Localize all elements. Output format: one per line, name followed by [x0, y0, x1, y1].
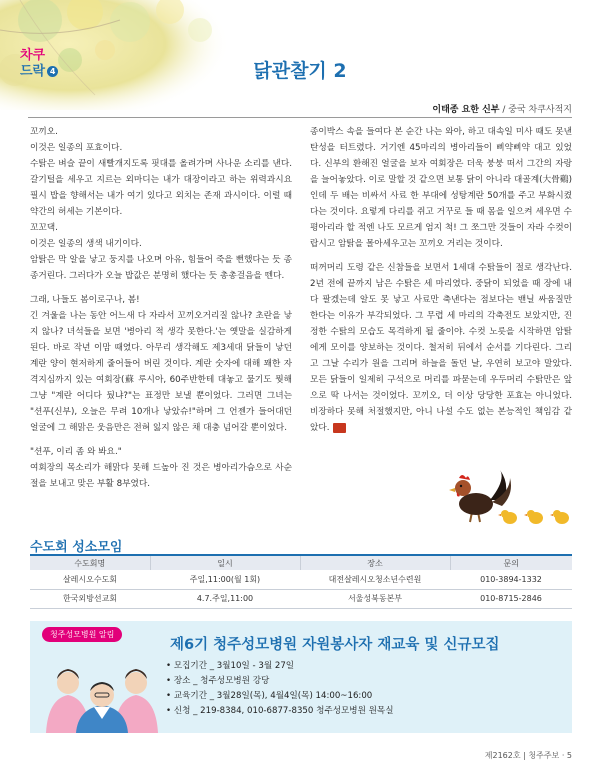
mass-schedule-table — [30, 556, 572, 609]
author-note: / 중국 차쿠사적지 — [499, 105, 572, 115]
article-paragraph: 이것은 일종의 포효이다. — [30, 143, 123, 153]
page-title: 닭관찰기 2 — [253, 60, 347, 82]
article-paragraph: 긴 겨울을 나는 동안 어느새 다 자라서 꼬끼오거리질 않나? 초란을 낳지 않나? 녀석들을 보면 '병아리 적 생각 못한다.'는 옛말을 실감하게 된다. 바로 작년 이맘 때였다. 아무리 생각해도 제3세대 닭들이 낳던 계란 양이 현저하게 줄어들어 버린 것이다. 계란 숫자에 대해 꽤한 자격지심까지 있는 여회장(蘇 루시아, 60주반한테 대놓고 물기도 뭣해 그냥 "계란 어디다 뒀냐?"는 표정만 보낼 뿐이었다. 그러면 그녀는 "션푸(신부), 오늘은 무려 10개나 낳았슈!"하며 그 언젠가 들어대던 얼굴에 그 해맑은 웃음만은 전혀 잃지 않은 채 대충 넘어갈 뿐이었다. — [30, 311, 292, 433]
column-header: 장소 — [300, 556, 450, 570]
corner-number-badge: 4 — [47, 66, 58, 77]
corner-title-line1: 차쿠 — [20, 48, 46, 63]
article-column-left — [30, 124, 292, 492]
mass-section-title: 수도회 성소모임 — [30, 540, 123, 555]
announcement-list — [166, 659, 394, 719]
article-paragraph: 암탉은 막 알을 낳고 둥지를 나오며 아유, 힘들어 죽을 뻔했다는 듯 종종거린다. 그러다가 오늘 밥값은 분명히 했다는 듯 총총걸음을 뗀다. — [30, 255, 292, 281]
table-cell: 주일,11:00(월 1회) — [150, 570, 300, 589]
table-row — [30, 570, 572, 589]
table-cell: 010-8715-2846 — [450, 589, 572, 608]
page-footer: 제2162호 | 청주주보 · 5 — [484, 751, 572, 760]
article-paragraph: 이것은 일종의 생색 내기이다. — [30, 239, 142, 249]
table-header-row — [30, 556, 572, 570]
announcement-box — [30, 621, 572, 733]
article-paragraph: 떠꺼머리 도령 같은 신참들을 보면서 1세대 수탉들이 절로 생각난다. 2년 전에 끝까지 남은 수탉은 세 마리였다. 중닭이 되었을 때 장에 내다 팔겠는데 알도 못 낳고 사료만 축낸다는 점보다는 밴닐 싸움질만 한다는 이유가 부각되었다. 그 무렵 세 마리의 각축전도 보았지만, 진정한 수탉의 모습도 목격하게 될 줄이야. 수컷 노릇을 시작하면 암탉에게 모이를 양보하는 것이다. 철저히 뒤에서 순서를 기다린다. 그리고 그날 수리가 원을 그리며 하늘을 돌던 날, 우연히 보고야 말았다. 모든 닭들이 일제히 구석으로 머리를 파묻는데 우두머리 수탉만은 앞으로 딱 나서는 것이었다. 꼬끼오, 더 이상 당당한 포효는 아니었다. 비장하다 못해 처절했지만, 아니 나설 수도 없는 본능적인 책임감 같았다. — [310, 263, 572, 433]
table-cell: 한국외방선교회 — [30, 589, 150, 608]
list-item: • 신청 _ 219-8384, 010-6877-8350 청주성모병원 원목실 — [166, 704, 394, 719]
article-paragraph: 여회장의 목소리가 해맑다 못해 드높아 진 것은 병아리가슴으로 사순절을 보내고 맞은 부활 8부였다. — [30, 463, 292, 489]
chicks-illustration — [498, 506, 578, 526]
paragraph-gap — [30, 284, 292, 292]
page-header — [0, 0, 600, 110]
table-cell: 010-3894-1332 — [450, 570, 572, 589]
volunteers-photo — [42, 649, 162, 733]
article-paragraph: 수탉은 벼슬 끝이 새빨개지도록 핏대를 올려가며 사나운 소리를 낸다. 갈기털을 세우고 지르는 외마디는 내가 대장이라고 하는 위력과시요 필시 밥을 향해서는 내가 여기 있다고 외치는 존재 과시이다. 이럴 때 약간의 허세는 기본이다. — [30, 159, 292, 217]
article-paragraph: 그래, 나들도 봄이로구나, 봄! — [30, 295, 140, 305]
list-item: • 모집기간 _ 3월10일 - 3월 27일 — [166, 659, 394, 674]
column-header: 문의 — [450, 556, 572, 570]
article-paragraph: 꼬끼오. — [30, 127, 58, 137]
article-column-right — [310, 124, 572, 436]
column-header: 일시 — [150, 556, 300, 570]
author-name: 이태종 요한 신부 — [432, 105, 500, 115]
article-paragraph: 종이박스 속을 들여다 본 순간 나는 와아, 하고 대속일 미사 때도 못낸 탄성을 터트렸다. 거기엔 45마리의 병아리들이 삐약삐약 대고 있었다. 신부의 환해진 얼굴을 보자 여회장은 더욱 붕붕 떠서 그간의 자랑을 늘어놓았다. 이로 말할 것 같으면 보통 닭이 아니라 대골계(大骨鷄)인데 두 배는 비싸서 사료 한 부대에 성탕계란 50개를 주고 부화시켰다는 것이다. 요렇게 다리를 쥐고 거꾸로 들 때 몸을 일으켜 세우면 수평아리라 할 적엔 나도 모르게 엄지 척! 그 쪼그만 것들이 자라 수컷이랍시고 암탉을 몰아세우고는 꼬끼오 거리는 것이다. — [310, 127, 572, 249]
table-cell: 4.7.주일,11:00 — [150, 589, 300, 608]
article-paragraph: 꼬꼬댁. — [30, 223, 58, 233]
table-cell: 살레시오수도회 — [30, 570, 150, 589]
announcement-title: 제6기 청주성모병원 자원봉사자 재교육 및 신규모집 — [170, 637, 500, 653]
paragraph-gap — [30, 436, 292, 444]
table-cell: 대전살레시오청소년수련원 — [300, 570, 450, 589]
signature-stamp-icon — [333, 423, 346, 433]
column-header: 수도회명 — [30, 556, 150, 570]
table-row — [30, 589, 572, 608]
paragraph-gap — [310, 252, 572, 260]
announcement-tag: 청주성모병원 알림 — [42, 627, 122, 642]
article-paragraph: "션푸, 이리 좀 와 봐요." — [30, 447, 122, 457]
byline — [432, 102, 572, 115]
table-cell: 서울성북동본부 — [300, 589, 450, 608]
list-item: • 교육기간 _ 3월28일(목), 4월4일(목) 14:00~16:00 — [166, 689, 394, 704]
byline-divider — [28, 117, 572, 118]
corner-title-line2-text: 드락 — [20, 64, 46, 79]
list-item: • 장소 _ 청주성모병원 강당 — [166, 674, 394, 689]
